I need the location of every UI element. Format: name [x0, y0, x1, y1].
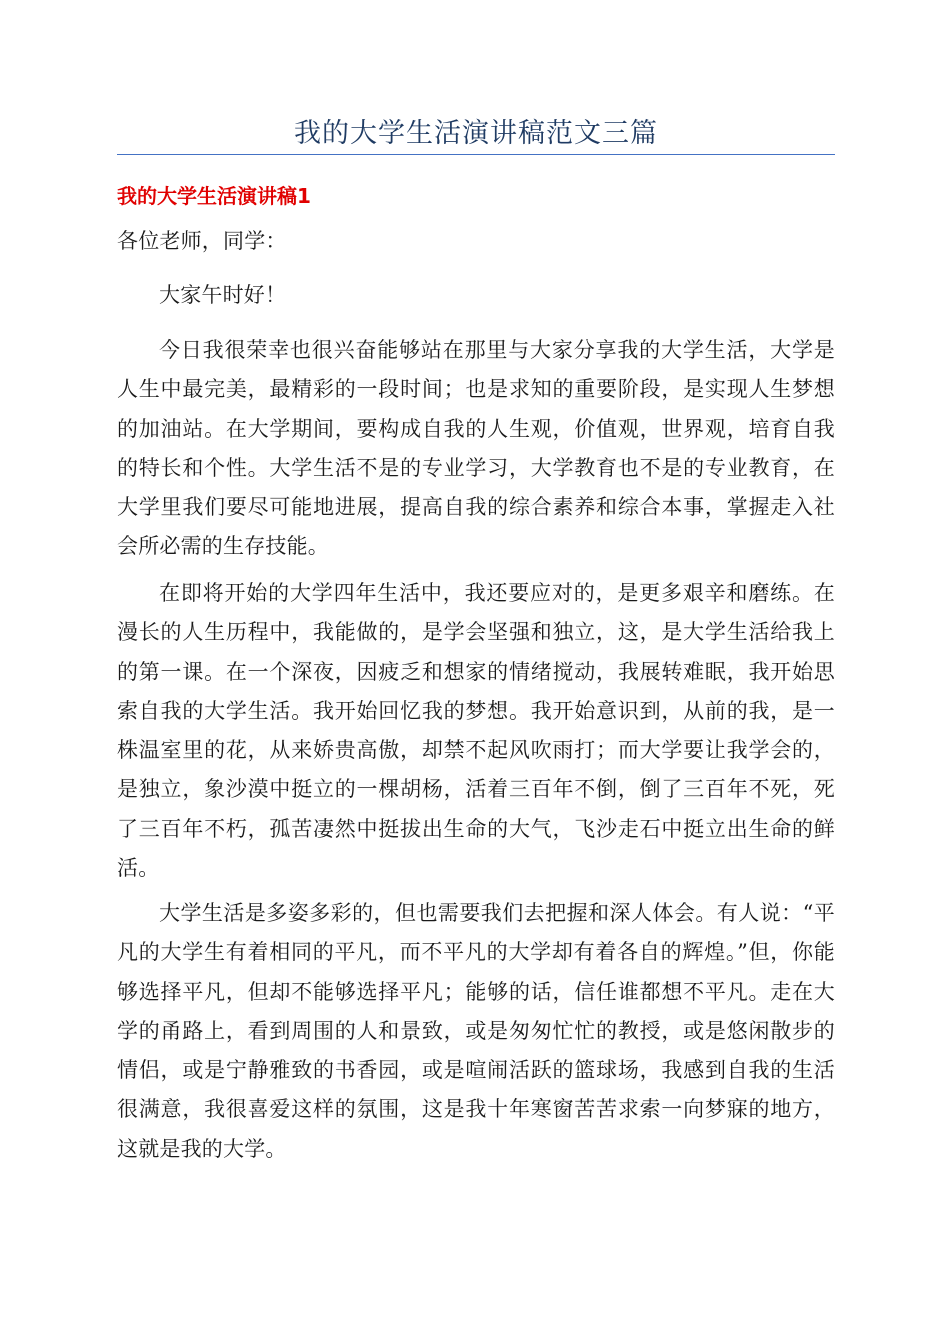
section-heading: 我的大学生活演讲稿1 — [117, 184, 311, 208]
salutation: 各位老师，同学： — [117, 229, 287, 253]
paragraph: 在即将开始的大学四年生活中，我还要应对的，是更多艰辛和磨练。在漫长的人生历程中，我能做的，是学会坚强和独立，这，是大学生活给我上的第一课。在一个深夜，因疲乏和想家的情绪搅动，我展转难眠，我开始思索自我的大学生活。我开始回忆我的梦想。我开始意识到，从前的我，是一株温室里的花，从来娇贵高傲，却禁不起风吹雨打；而大学要让我学会的，是独立，象沙漠中挺立的一棵胡杨，活着三百年不倒，倒了三百年不死，死了三百年不朽，孤苦凄然中挺拔出生命的大气，飞沙走石中挺立出生命的鲜活。 — [117, 581, 835, 881]
paragraph: 今日我很荣幸也很兴奋能够站在那里与大家分享我的大学生活，大学是人生中最完美，最精彩的一段时间；也是求知的重要阶段，是实现人生梦想的加油站。在大学期间，要构成自我的人生观，价值观，世界观，培育自我的特长和个性。大学生活不是的专业学习，大学教育也不是的专业教育，在大学里我们要尽可能地进展，提高自我的综合素养和综合本事，掌握走入社会所必需的生存技能。 — [117, 338, 835, 559]
document-title: 我的大学生活演讲稿范文三篇 — [294, 118, 658, 149]
greeting: 大家午时好！ — [159, 283, 287, 307]
title-underline — [117, 154, 835, 155]
paragraph: 大学生活是多姿多彩的，但也需要我们去把握和深人体会。有人说：“平凡的大学生有着相同的平凡，而不平凡的大学却有着各自的辉煌。”但，你能够选择平凡，但却不能够选择平凡；能够的话，信任谁都想不平凡。走在大学的甬路上，看到周围的人和景致，或是匆匆忙忙的教授，或是悠闲散步的情侣，或是宁静雅致的书香园，或是喧闹活跃的篮球场，我感到自我的生活很满意，我很喜爱这样的氛围，这是我十年寒窗苦苦求索一向梦寐的地方，这就是我的大学。 — [117, 901, 835, 1161]
